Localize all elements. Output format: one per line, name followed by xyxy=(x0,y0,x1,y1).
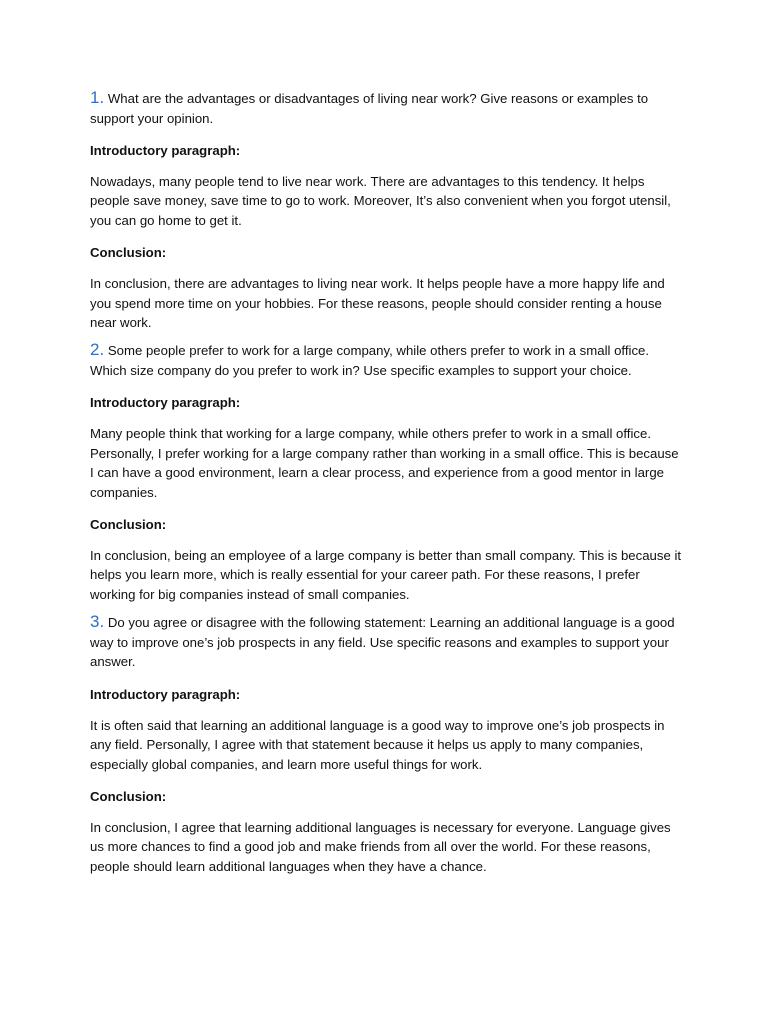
intro-paragraph: Many people think that working for a large company, while others prefer to work in a small office. Personally, I prefer working for a large company rather than working in a small office. This is because I can have a good environment, learn a clear process, and experience from a good mentor in large companies. xyxy=(90,426,679,500)
intro-heading: Introductory paragraph: xyxy=(90,143,241,158)
conclusion-heading: Conclusion: xyxy=(90,517,167,533)
question-2 xyxy=(90,340,682,604)
conclusion-paragraph: In conclusion, I agree that learning additional languages is necessary for everyone. Language gives us more chances to find a good job and make friends from all over the world. For these reasons, people should learn additional languages when they have a chance. xyxy=(90,820,671,874)
conclusion-heading: Conclusion: xyxy=(90,789,167,804)
question-3 xyxy=(90,612,682,876)
question-number: 2. xyxy=(90,340,105,360)
question-prompt xyxy=(90,340,682,380)
document-page xyxy=(90,88,682,876)
question-number: 3. xyxy=(90,612,105,632)
question-prompt xyxy=(90,88,682,128)
conclusion-heading: Conclusion: xyxy=(90,245,167,261)
question-text: Some people prefer to work for a large company, while others prefer to work in a small office. Which size company do you prefer to work in? Use specific examples to support your choice. xyxy=(90,343,650,378)
intro-heading: Introductory paragraph: xyxy=(90,686,241,702)
question-text: Do you agree or disagree with the following statement: Learning an additional language is a good way to improve one’s job prospects in any field. Use specific reasons and examples to support your answer. xyxy=(90,615,675,670)
question-number: 1. xyxy=(90,88,105,107)
question-prompt xyxy=(90,612,682,672)
conclusion-paragraph: In conclusion, being an employee of a large company is better than small company. This is because it helps you learn more, which is really essential for your career path. For these reasons, I prefer working for big companies instead of small companies. xyxy=(90,548,682,602)
question-text: What are the advantages or disadvantages of living near work? Give reasons or examples to support your opinion. xyxy=(90,91,649,126)
intro-heading: Introductory paragraph: xyxy=(90,395,241,411)
intro-paragraph: It is often said that learning an additional language is a good way to improve one’s job prospects in any field. Personally, I agree with that statement because it helps us apply to many companies, especially global companies, and learn more useful things for work. xyxy=(90,717,665,772)
intro-paragraph: Nowadays, many people tend to live near work. There are advantages to this tendency. It helps people save money, save time to go to work. Moreover, It’s also convenient when you forgot utensil, you can go home to get it. xyxy=(90,174,671,228)
conclusion-paragraph: In conclusion, there are advantages to living near work. It helps people have a more happy life and you spend more time on your hobbies. For these reasons, people should consider renting a house near work. xyxy=(90,276,665,331)
question-1 xyxy=(90,88,682,332)
